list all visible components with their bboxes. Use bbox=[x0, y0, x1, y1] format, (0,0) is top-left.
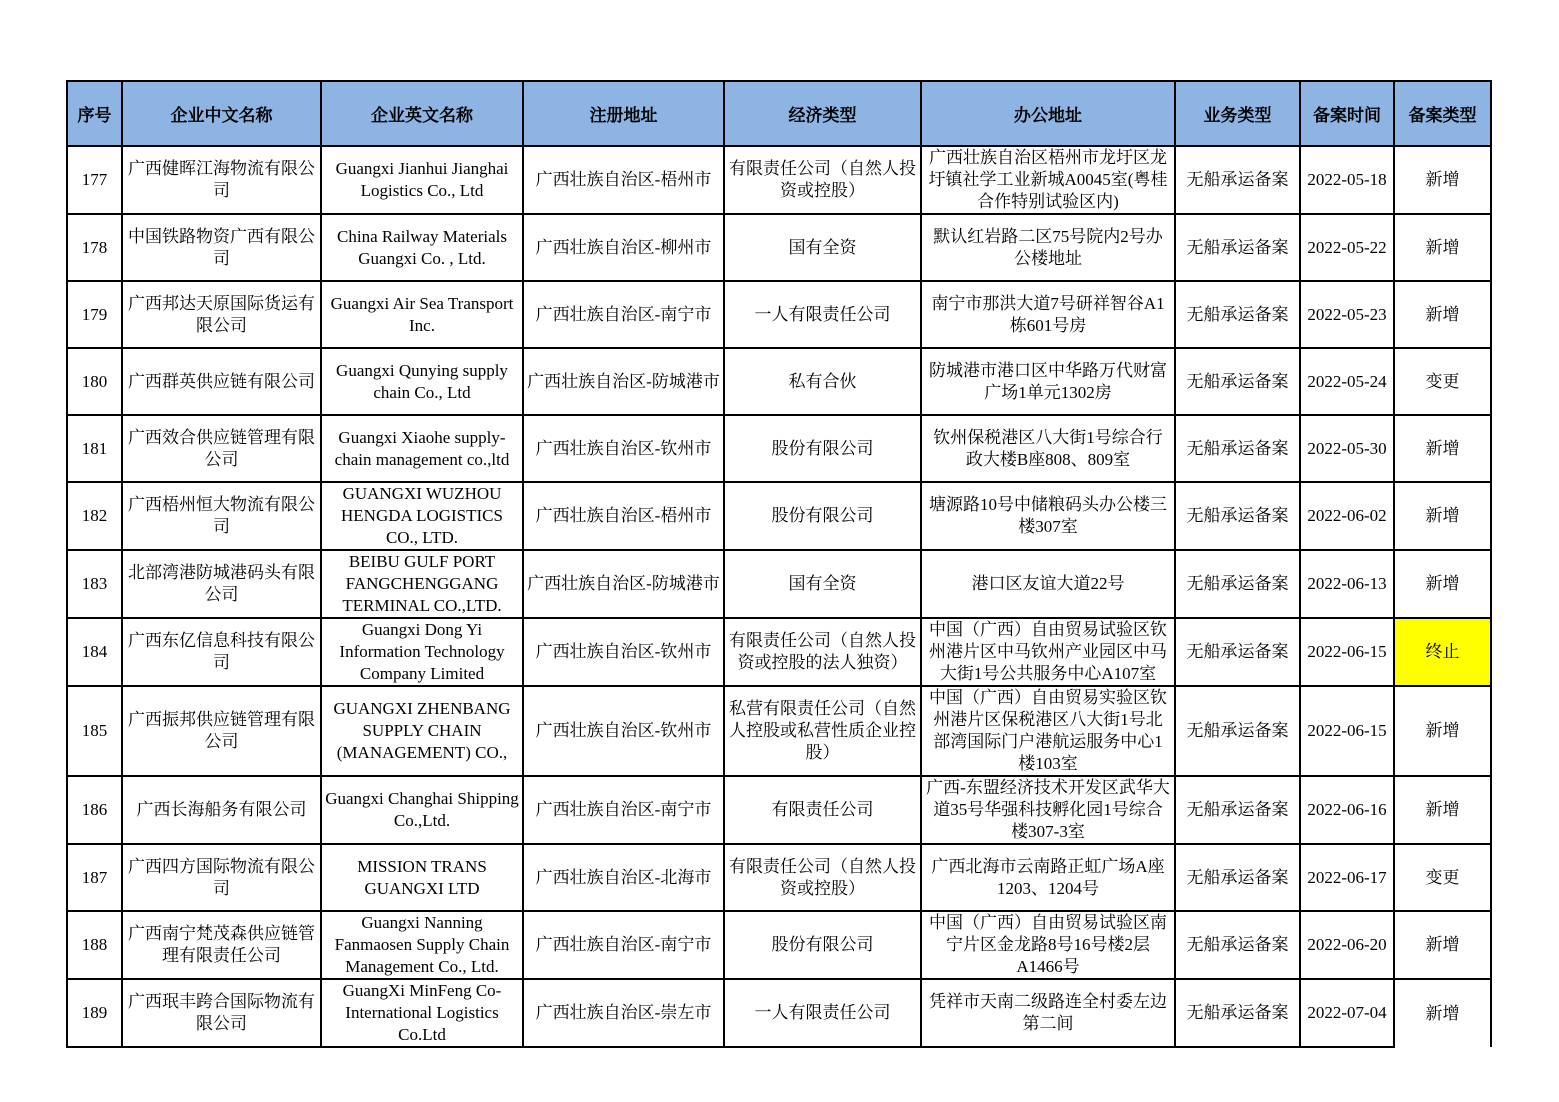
cell-record_date: 2022-06-13 bbox=[1300, 550, 1394, 618]
cell-biz_type: 无船承运备案 bbox=[1175, 214, 1300, 281]
column-header-econ_type: 经济类型 bbox=[724, 81, 921, 146]
cell-reg_addr: 广西壮族自治区-柳州市 bbox=[523, 214, 724, 281]
cell-record_type: 变更 bbox=[1394, 844, 1491, 911]
cell-cn_name: 广西四方国际物流有限公司 bbox=[122, 844, 321, 911]
cell-office_addr: 默认红岩路二区75号院内2号办公楼地址 bbox=[921, 214, 1175, 281]
table-row bbox=[67, 281, 1491, 348]
cell-en_name: Guangxi Changhai Shipping Co.,Ltd. bbox=[321, 776, 523, 844]
cell-en_name: MISSION TRANS GUANGXI LTD bbox=[321, 844, 523, 911]
table-body bbox=[67, 146, 1491, 1047]
cell-biz_type: 无船承运备案 bbox=[1175, 686, 1300, 776]
cell-reg_addr: 广西壮族自治区-南宁市 bbox=[523, 776, 724, 844]
cell-record_type: 新增 bbox=[1394, 214, 1491, 281]
cell-record_type: 新增 bbox=[1394, 550, 1491, 618]
table-header bbox=[67, 81, 1491, 146]
cell-en_name: Guangxi Jianhui Jianghai Logistics Co., Ltd bbox=[321, 146, 523, 214]
cell-office_addr: 中国（广西）自由贸易试验区南宁片区金龙路8号16号楼2层A1466号 bbox=[921, 911, 1175, 979]
cell-biz_type: 无船承运备案 bbox=[1175, 776, 1300, 844]
cell-econ_type: 私有合伙 bbox=[724, 348, 921, 415]
cell-reg_addr: 广西壮族自治区-梧州市 bbox=[523, 482, 724, 550]
cell-reg_addr: 广西壮族自治区-钦州市 bbox=[523, 686, 724, 776]
cell-econ_type: 股份有限公司 bbox=[724, 482, 921, 550]
cell-record_type: 新增 bbox=[1394, 415, 1491, 482]
column-header-office_addr: 办公地址 bbox=[921, 81, 1175, 146]
cell-cn_name: 广西邦达天原国际货运有限公司 bbox=[122, 281, 321, 348]
table-row bbox=[67, 146, 1491, 214]
cell-office_addr: 广西北海市云南路正虹广场A座1203、1204号 bbox=[921, 844, 1175, 911]
cell-biz_type: 无船承运备案 bbox=[1175, 281, 1300, 348]
column-header-index: 序号 bbox=[67, 81, 122, 146]
cell-econ_type: 一人有限责任公司 bbox=[724, 979, 921, 1047]
cell-index: 181 bbox=[67, 415, 122, 482]
cell-cn_name: 广西效合供应链管理有限公司 bbox=[122, 415, 321, 482]
cell-biz_type: 无船承运备案 bbox=[1175, 844, 1300, 911]
cell-office_addr: 南宁市那洪大道7号研祥智谷A1栋601号房 bbox=[921, 281, 1175, 348]
cell-index: 178 bbox=[67, 214, 122, 281]
table-row bbox=[67, 348, 1491, 415]
cell-biz_type: 无船承运备案 bbox=[1175, 979, 1300, 1047]
cell-cn_name: 广西群英供应链有限公司 bbox=[122, 348, 321, 415]
cell-office_addr: 中国（广西）自由贸易试验区钦州港片区中马钦州产业园区中马大街1号公共服务中心A107室 bbox=[921, 618, 1175, 686]
cell-reg_addr: 广西壮族自治区-北海市 bbox=[523, 844, 724, 911]
cell-index: 185 bbox=[67, 686, 122, 776]
cell-en_name: Guangxi Qunying supply chain Co., Ltd bbox=[321, 348, 523, 415]
cell-econ_type: 私营有限责任公司（自然人控股或私营性质企业控股） bbox=[724, 686, 921, 776]
cell-record_type: 新增 bbox=[1394, 281, 1491, 348]
cell-reg_addr: 广西壮族自治区-防城港市 bbox=[523, 348, 724, 415]
table-row bbox=[67, 618, 1491, 686]
cell-record_date: 2022-07-04 bbox=[1300, 979, 1394, 1047]
cell-biz_type: 无船承运备案 bbox=[1175, 482, 1300, 550]
cell-econ_type: 有限责任公司（自然人投资或控股） bbox=[724, 146, 921, 214]
cell-index: 188 bbox=[67, 911, 122, 979]
cell-index: 184 bbox=[67, 618, 122, 686]
cell-office_addr: 防城港市港口区中华路万代财富广场1单元1302房 bbox=[921, 348, 1175, 415]
cell-index: 180 bbox=[67, 348, 122, 415]
cell-biz_type: 无船承运备案 bbox=[1175, 911, 1300, 979]
cell-econ_type: 股份有限公司 bbox=[724, 911, 921, 979]
table-row bbox=[67, 776, 1491, 844]
column-header-record_type: 备案类型 bbox=[1394, 81, 1491, 146]
cell-index: 187 bbox=[67, 844, 122, 911]
cell-record_date: 2022-06-20 bbox=[1300, 911, 1394, 979]
cell-office_addr: 塘源路10号中储粮码头办公楼三楼307室 bbox=[921, 482, 1175, 550]
table-row bbox=[67, 844, 1491, 911]
column-header-record_date: 备案时间 bbox=[1300, 81, 1394, 146]
cell-cn_name: 中国铁路物资广西有限公司 bbox=[122, 214, 321, 281]
cell-en_name: Guangxi Nanning Fanmaosen Supply Chain Management Co., Ltd. bbox=[321, 911, 523, 979]
company-filing-table bbox=[66, 80, 1492, 1048]
table-row bbox=[67, 979, 1491, 1047]
cell-cn_name: 北部湾港防城港码头有限公司 bbox=[122, 550, 321, 618]
column-header-reg_addr: 注册地址 bbox=[523, 81, 724, 146]
cell-reg_addr: 广西壮族自治区-梧州市 bbox=[523, 146, 724, 214]
cell-econ_type: 一人有限责任公司 bbox=[724, 281, 921, 348]
cell-en_name: BEIBU GULF PORT FANGCHENGGANG TERMINAL CO.,LTD. bbox=[321, 550, 523, 618]
cell-econ_type: 有限责任公司（自然人投资或控股） bbox=[724, 844, 921, 911]
cell-en_name: China Railway Materials Guangxi Co. , Ltd. bbox=[321, 214, 523, 281]
table-row bbox=[67, 686, 1491, 776]
cell-record_date: 2022-06-15 bbox=[1300, 618, 1394, 686]
cell-index: 183 bbox=[67, 550, 122, 618]
header-row bbox=[67, 81, 1491, 146]
cell-office_addr: 广西壮族自治区梧州市龙圩区龙圩镇社学工业新城A0045室(粤桂合作特别试验区内) bbox=[921, 146, 1175, 214]
column-header-cn_name: 企业中文名称 bbox=[122, 81, 321, 146]
cell-index: 177 bbox=[67, 146, 122, 214]
cell-cn_name: 广西健晖江海物流有限公司 bbox=[122, 146, 321, 214]
cell-en_name: GUANGXI WUZHOU HENGDA LOGISTICS CO., LTD. bbox=[321, 482, 523, 550]
table-row bbox=[67, 415, 1491, 482]
cell-cn_name: 广西长海船务有限公司 bbox=[122, 776, 321, 844]
cell-record_date: 2022-05-22 bbox=[1300, 214, 1394, 281]
cell-en_name: GUANGXI ZHENBANG SUPPLY CHAIN (MANAGEMENT) CO., bbox=[321, 686, 523, 776]
cell-record_type: 终止 bbox=[1394, 618, 1491, 686]
cell-biz_type: 无船承运备案 bbox=[1175, 550, 1300, 618]
cell-office_addr: 广西-东盟经济技术开发区武华大道35号华强科技孵化园1号综合楼307-3室 bbox=[921, 776, 1175, 844]
cell-record_date: 2022-05-18 bbox=[1300, 146, 1394, 214]
table-row bbox=[67, 550, 1491, 618]
cell-cn_name: 广西南宁梵茂森供应链管理有限责任公司 bbox=[122, 911, 321, 979]
cell-reg_addr: 广西壮族自治区-南宁市 bbox=[523, 281, 724, 348]
cell-econ_type: 国有全资 bbox=[724, 214, 921, 281]
cell-record_date: 2022-06-17 bbox=[1300, 844, 1394, 911]
cell-index: 186 bbox=[67, 776, 122, 844]
cell-biz_type: 无船承运备案 bbox=[1175, 415, 1300, 482]
cell-office_addr: 港口区友谊大道22号 bbox=[921, 550, 1175, 618]
cell-en_name: Guangxi Air Sea Transport Inc. bbox=[321, 281, 523, 348]
cell-record_type: 新增 bbox=[1394, 776, 1491, 844]
cell-cn_name: 广西梧州恒大物流有限公司 bbox=[122, 482, 321, 550]
cell-record_type: 新增 bbox=[1394, 979, 1491, 1047]
cell-biz_type: 无船承运备案 bbox=[1175, 146, 1300, 214]
cell-record_type: 新增 bbox=[1394, 146, 1491, 214]
cell-econ_type: 股份有限公司 bbox=[724, 415, 921, 482]
cell-office_addr: 凭祥市天南二级路连全村委左边第二间 bbox=[921, 979, 1175, 1047]
cell-record_date: 2022-05-30 bbox=[1300, 415, 1394, 482]
cell-en_name: Guangxi Dong Yi Information Technology Company Limited bbox=[321, 618, 523, 686]
cell-econ_type: 国有全资 bbox=[724, 550, 921, 618]
cell-cn_name: 广西振邦供应链管理有限公司 bbox=[122, 686, 321, 776]
cell-index: 182 bbox=[67, 482, 122, 550]
cell-reg_addr: 广西壮族自治区-崇左市 bbox=[523, 979, 724, 1047]
table-row bbox=[67, 482, 1491, 550]
cell-reg_addr: 广西壮族自治区-钦州市 bbox=[523, 415, 724, 482]
cell-cn_name: 广西东亿信息科技有限公司 bbox=[122, 618, 321, 686]
cell-biz_type: 无船承运备案 bbox=[1175, 618, 1300, 686]
cell-office_addr: 钦州保税港区八大街1号综合行政大楼B座808、809室 bbox=[921, 415, 1175, 482]
cell-record_date: 2022-06-16 bbox=[1300, 776, 1394, 844]
cell-record_date: 2022-06-02 bbox=[1300, 482, 1394, 550]
column-header-biz_type: 业务类型 bbox=[1175, 81, 1300, 146]
cell-reg_addr: 广西壮族自治区-南宁市 bbox=[523, 911, 724, 979]
cell-index: 189 bbox=[67, 979, 122, 1047]
cell-record_type: 新增 bbox=[1394, 482, 1491, 550]
cell-record_date: 2022-06-15 bbox=[1300, 686, 1394, 776]
cell-econ_type: 有限责任公司（自然人投资或控股的法人独资） bbox=[724, 618, 921, 686]
cell-en_name: Guangxi Xiaohe supply-chain management co.,ltd bbox=[321, 415, 523, 482]
cell-record_type: 新增 bbox=[1394, 911, 1491, 979]
cell-reg_addr: 广西壮族自治区-钦州市 bbox=[523, 618, 724, 686]
cell-econ_type: 有限责任公司 bbox=[724, 776, 921, 844]
column-header-en_name: 企业英文名称 bbox=[321, 81, 523, 146]
cell-biz_type: 无船承运备案 bbox=[1175, 348, 1300, 415]
cell-reg_addr: 广西壮族自治区-防城港市 bbox=[523, 550, 724, 618]
cell-record_type: 变更 bbox=[1394, 348, 1491, 415]
table-row bbox=[67, 911, 1491, 979]
cell-record_type: 新增 bbox=[1394, 686, 1491, 776]
cell-en_name: GuangXi MinFeng Co-International Logistics Co.Ltd bbox=[321, 979, 523, 1047]
cell-record_date: 2022-05-24 bbox=[1300, 348, 1394, 415]
cell-cn_name: 广西珉丰跨合国际物流有限公司 bbox=[122, 979, 321, 1047]
cell-record_date: 2022-05-23 bbox=[1300, 281, 1394, 348]
table-row bbox=[67, 214, 1491, 281]
cell-office_addr: 中国（广西）自由贸易实验区钦州港片区保税港区八大街1号北部湾国际门户港航运服务中心1楼103室 bbox=[921, 686, 1175, 776]
cell-index: 179 bbox=[67, 281, 122, 348]
